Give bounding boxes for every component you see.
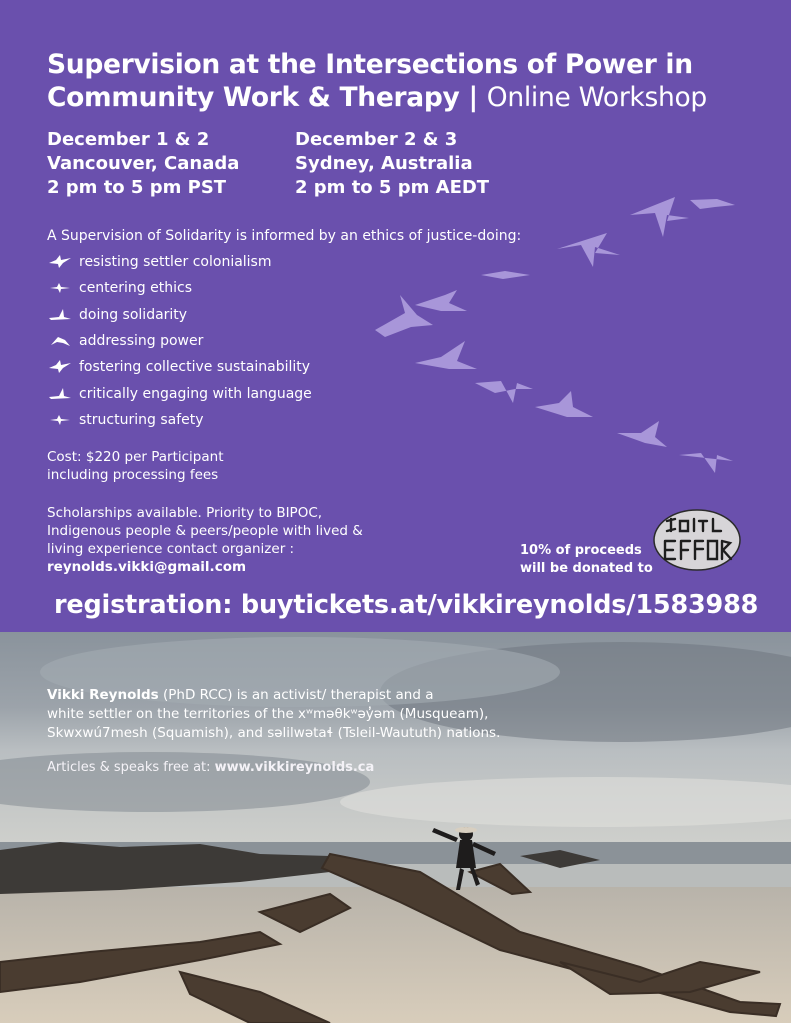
ethic-label: structuring safety <box>79 411 204 428</box>
flock-bird <box>375 295 433 337</box>
flock-bird <box>415 341 477 369</box>
list-item <box>47 380 312 406</box>
flock-bird <box>617 421 667 447</box>
ethic-label: critically engaging with language <box>79 385 312 402</box>
cost-note: including processing fees <box>47 467 219 483</box>
organizer-email[interactable]: reynolds.vikki@gmail.com <box>47 559 247 575</box>
flock-bird <box>415 290 467 311</box>
event-city: Sydney, Australia <box>295 153 473 174</box>
ethic-label: addressing power <box>79 333 204 350</box>
bird-icon <box>47 333 73 349</box>
website-link[interactable]: www.vikkireynolds.ca <box>214 760 375 775</box>
cost-line: Cost: $220 per Participant <box>47 449 224 465</box>
donation-note <box>520 542 653 578</box>
page-title <box>47 48 767 114</box>
event-date: December 1 & 2 <box>47 129 210 150</box>
bio-text <box>47 686 607 743</box>
list-item <box>47 302 312 328</box>
flock-bird <box>475 381 533 403</box>
ethic-label: doing solidarity <box>79 306 188 323</box>
ethic-label: resisting settler colonialism <box>79 254 272 271</box>
bird-icon <box>47 412 73 428</box>
bird-icon <box>47 359 73 375</box>
title-line-2 <box>47 81 767 114</box>
cost-info <box>47 448 223 484</box>
bird-icon <box>47 254 73 270</box>
title-line-1: Supervision at the Intersections of Power in <box>47 49 693 80</box>
title-light-part: Online Workshop <box>486 82 707 113</box>
event-city: Vancouver, Canada <box>47 153 240 174</box>
event-time: 2 pm to 5 pm PST <box>47 177 227 198</box>
ethic-label: fostering collective sustainability <box>79 359 311 376</box>
scholarship-line: Indigenous people & peers/people with lived & <box>47 523 363 539</box>
title-bold-part: Community Work & Therapy <box>47 82 460 113</box>
ethic-label: centering ethics <box>79 280 192 297</box>
list-item <box>47 249 312 275</box>
flock-bird <box>481 271 530 279</box>
bio-line: Skwxwú7mesh (Squamish), and səlilwətaɬ (Tsleil-Waututh) nations. <box>47 725 501 741</box>
donation-line: will be donated to <box>520 561 653 576</box>
bio-credentials: (PhD RCC) is an activist/ therapist and a <box>158 687 434 703</box>
articles-label: Articles & speaks free at: <box>47 760 215 775</box>
social-effort-logo <box>653 509 741 571</box>
bio-line <box>47 686 607 705</box>
list-item <box>47 275 312 301</box>
bird-icon <box>47 280 73 296</box>
flock-bird <box>679 453 733 473</box>
registration-link[interactable]: registration: buytickets.at/vikkireynolds/1583988 <box>54 590 759 620</box>
title-separator: | <box>459 82 487 113</box>
articles-note <box>47 759 374 777</box>
bird-flock-illustration <box>345 185 765 485</box>
list-item <box>47 407 312 433</box>
list-item <box>47 328 312 354</box>
flock-bird <box>535 391 593 417</box>
flock-bird <box>557 233 620 267</box>
bio-line: white settler on the territories of the xʷməθkʷəy̓əm (Musqueam), <box>47 706 489 722</box>
flock-bird <box>630 197 689 237</box>
event-vancouver <box>47 128 239 200</box>
event-date: December 2 & 3 <box>295 129 458 150</box>
donation-line: 10% of proceeds <box>520 543 642 558</box>
intro-text: A Supervision of Solidarity is informed by an ethics of justice-doing: <box>47 228 522 244</box>
scholarship-line: living experience contact organizer : <box>47 541 295 557</box>
bird-icon <box>47 386 73 402</box>
list-item <box>47 354 312 380</box>
scholarship-line: Scholarships available. Priority to BIPOC, <box>47 505 323 521</box>
flock-bird <box>690 199 735 209</box>
bio-name: Vikki Reynolds <box>47 687 159 703</box>
scholarship-info <box>47 504 407 576</box>
ethics-list <box>47 249 312 433</box>
event-time: 2 pm to 5 pm AEDT <box>295 177 490 198</box>
bird-icon <box>47 307 73 323</box>
